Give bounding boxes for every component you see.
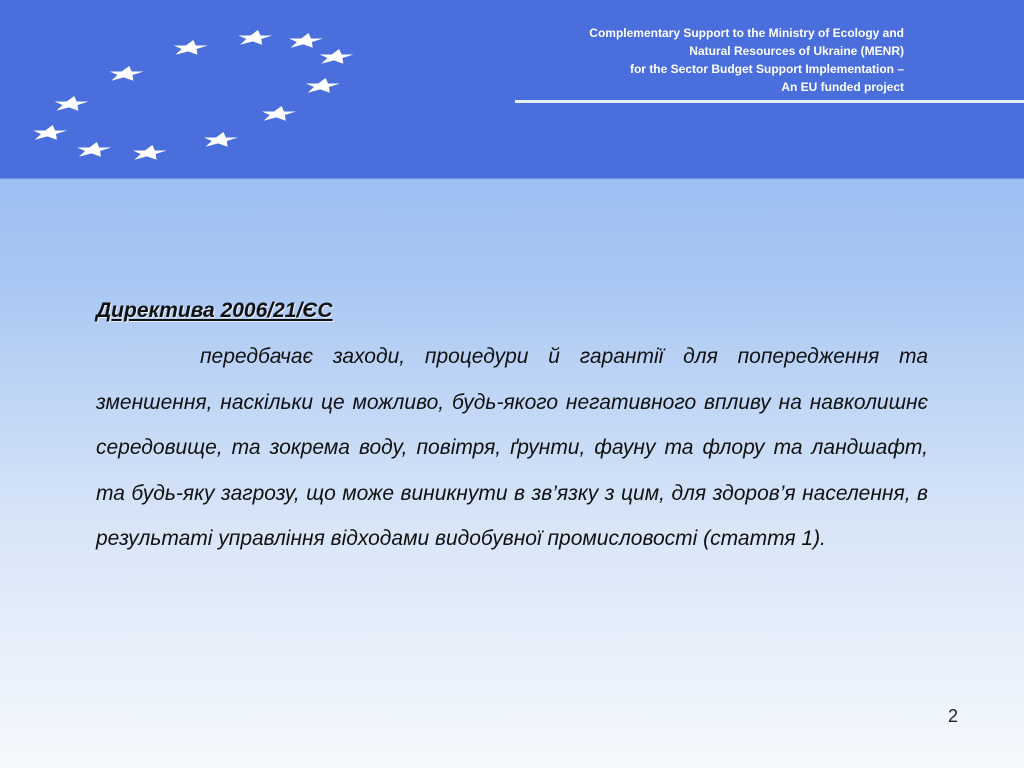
directive-description: передбачає заходи, процедури й гарантії для попередження та зменшення, наскільки це можливо, будь-якого негативного впливу на навколишнє середовище, та зокрема воду, повітря, ґрунти, фауну та флору та ландшафт, та будь-яку загрозу, що може виникнути в зв’язку з цим, для здоров’я населення, в результаті управління відходами видобувної промисловості (стаття 1).	[96, 345, 928, 550]
slide-header	[0, 0, 1024, 179]
slide-content	[96, 296, 928, 562]
eu-stars-icon	[0, 0, 380, 178]
project-description	[484, 24, 904, 96]
project-line-4: An EU funded project	[781, 80, 904, 94]
project-line-2: Natural Resources of Ukraine (MENR)	[689, 44, 904, 58]
directive-title: Директива 2006/21/ЄС	[96, 299, 333, 322]
page-number: 2	[948, 706, 959, 726]
project-line-1: Complementary Support to the Ministry of Ecology and	[589, 26, 904, 40]
project-line-3: for the Sector Budget Support Implementation –	[629, 62, 904, 76]
header-divider	[515, 100, 1024, 103]
